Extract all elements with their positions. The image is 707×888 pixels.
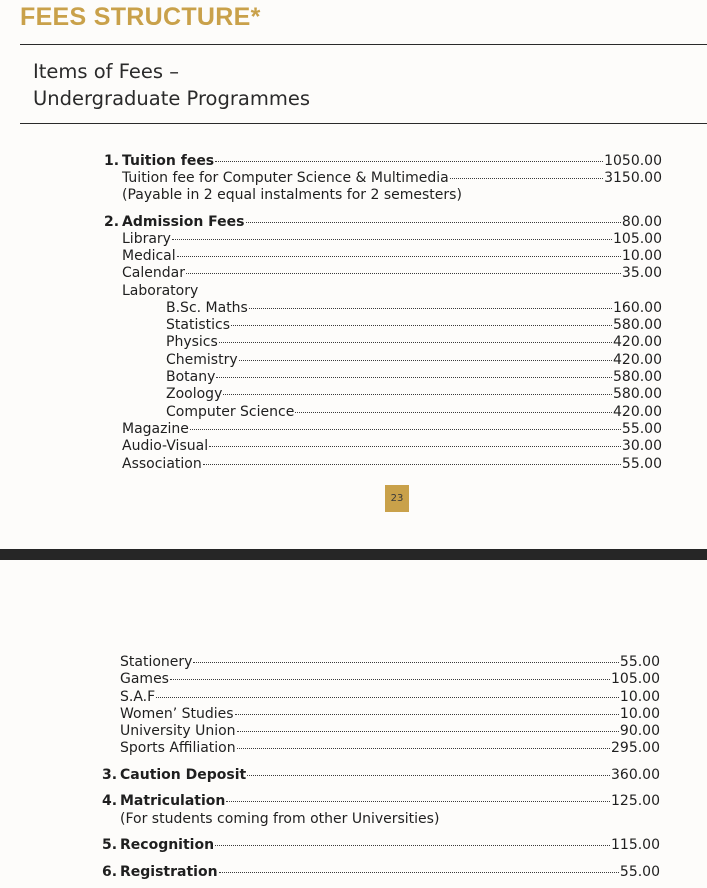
fee-label: Magazine (122, 421, 189, 437)
fee-label: University Union (120, 723, 236, 739)
fee-row (120, 706, 660, 723)
tuition-note: (Payable in 2 equal instalments for 2 semesters) (122, 187, 462, 203)
fee-row (122, 421, 662, 438)
matriculation-note: (For students coming from other Universities) (120, 811, 440, 827)
section-heading (33, 58, 310, 112)
laboratory-label: Laboratory (122, 283, 199, 299)
fee-amount: 55.00 (619, 654, 660, 670)
fee-amount: 580.00 (613, 317, 662, 333)
fee-label: Chemistry (166, 352, 238, 368)
fee-label: B.Sc. Maths (166, 300, 248, 316)
fee-amount: 420.00 (613, 334, 662, 350)
fee-label: Tuition fees (122, 153, 215, 169)
fee-amount: 55.00 (621, 456, 662, 472)
fee-amount: 105.00 (613, 231, 662, 247)
fee-amount: 80.00 (621, 214, 662, 230)
fee-amount: 3150.00 (604, 170, 662, 186)
leader-dots (193, 662, 618, 663)
leader-dots (249, 308, 612, 309)
page-number-badge: 23 (385, 485, 409, 512)
fee-amount: 580.00 (613, 386, 662, 402)
fee-row (122, 456, 662, 473)
leader-dots (216, 377, 612, 378)
fee-row-caution-deposit (102, 767, 660, 784)
fee-label: Matriculation (120, 793, 226, 809)
leader-dots (170, 679, 610, 680)
lab-fee-row (166, 300, 662, 317)
fee-row (120, 671, 660, 688)
leader-dots (239, 360, 612, 361)
fee-amount: 90.00 (619, 723, 660, 739)
fee-amount: 580.00 (613, 369, 662, 385)
leader-dots (177, 256, 621, 257)
item-number: 3. (102, 767, 118, 783)
fee-amount: 295.00 (611, 740, 660, 756)
fee-row (122, 438, 662, 455)
fee-label: Admission Fees (122, 214, 245, 230)
leader-dots (190, 429, 621, 430)
fee-label: Computer Science (166, 404, 295, 420)
divider (20, 123, 707, 124)
fee-row (120, 689, 660, 706)
fee-label: Sports Affiliation (120, 740, 236, 756)
fee-row-matriculation (102, 793, 660, 810)
leader-dots (237, 748, 610, 749)
fee-label: Zoology (166, 386, 223, 402)
fee-label: Statistics (166, 317, 230, 333)
fee-amount: 125.00 (611, 793, 660, 809)
fee-row-recognition (102, 837, 660, 854)
item-number: 5. (102, 837, 118, 853)
fee-label: Tuition fee for Computer Science & Multimedia (122, 170, 449, 186)
leader-dots (203, 464, 621, 465)
fee-row-admission (104, 214, 662, 231)
fee-row (122, 231, 662, 248)
page-title: FEES STRUCTURE* (20, 3, 261, 31)
fee-amount: 10.00 (619, 706, 660, 722)
fee-amount: 115.00 (611, 837, 660, 853)
fee-amount: 10.00 (619, 689, 660, 705)
fee-label: Medical (122, 248, 176, 264)
leader-dots (156, 697, 619, 698)
fee-row (120, 654, 660, 671)
lab-fee-row (166, 404, 662, 421)
fee-label: Botany (166, 369, 216, 385)
leader-dots (215, 845, 610, 846)
fee-row-registration (102, 864, 660, 881)
page-divider (0, 549, 707, 560)
leader-dots (450, 178, 603, 179)
fee-amount: 420.00 (613, 404, 662, 420)
fee-label: Games (120, 671, 169, 687)
fee-label: Association (122, 456, 202, 472)
fee-amount: 160.00 (613, 300, 662, 316)
fee-row-tuition-cs (122, 170, 662, 187)
item-number: 2. (104, 214, 120, 230)
leader-dots (186, 273, 621, 274)
fee-label: Caution Deposit (120, 767, 247, 783)
item-number: 6. (102, 864, 118, 880)
fee-amount: 35.00 (621, 265, 662, 281)
fee-label: Registration (120, 864, 218, 880)
leader-dots (219, 872, 619, 873)
leader-dots (223, 394, 612, 395)
leader-dots (235, 714, 619, 715)
item-number: 4. (102, 793, 118, 809)
fee-row (120, 740, 660, 757)
lab-fee-row (166, 334, 662, 351)
leader-dots (231, 325, 612, 326)
leader-dots (226, 801, 610, 802)
lab-fee-row (166, 317, 662, 334)
leader-dots (219, 342, 612, 343)
leader-dots (237, 731, 619, 732)
divider (20, 44, 707, 45)
fee-amount: 30.00 (621, 438, 662, 454)
leader-dots (247, 775, 610, 776)
fee-label: Calendar (122, 265, 185, 281)
section-heading-line1: Items of Fees – (33, 60, 179, 83)
fee-row (122, 265, 662, 282)
fee-amount: 105.00 (611, 671, 660, 687)
leader-dots (246, 222, 621, 223)
fee-amount: 360.00 (611, 767, 660, 783)
fee-amount: 10.00 (621, 248, 662, 264)
fee-amount: 420.00 (613, 352, 662, 368)
leader-dots (172, 239, 612, 240)
fee-amount: 1050.00 (604, 153, 662, 169)
leader-dots (215, 161, 603, 162)
fee-label: Women’ Studies (120, 706, 234, 722)
fee-row (120, 723, 660, 740)
fee-label: Recognition (120, 837, 215, 853)
fee-label: S.A.F (120, 689, 156, 705)
fee-row-tuition (104, 153, 662, 170)
lab-fee-row (166, 386, 662, 403)
leader-dots (209, 446, 621, 447)
lab-fee-row (166, 352, 662, 369)
fee-amount: 55.00 (619, 864, 660, 880)
item-number: 1. (104, 153, 120, 169)
lab-fee-row (166, 369, 662, 386)
fee-label: Physics (166, 334, 218, 350)
section-heading-line2: Undergraduate Programmes (33, 87, 310, 110)
fee-label: Stationery (120, 654, 193, 670)
fee-amount: 55.00 (621, 421, 662, 437)
fee-label: Library (122, 231, 171, 247)
fee-label: Audio-Visual (122, 438, 209, 454)
leader-dots (295, 412, 612, 413)
fee-row (122, 248, 662, 265)
